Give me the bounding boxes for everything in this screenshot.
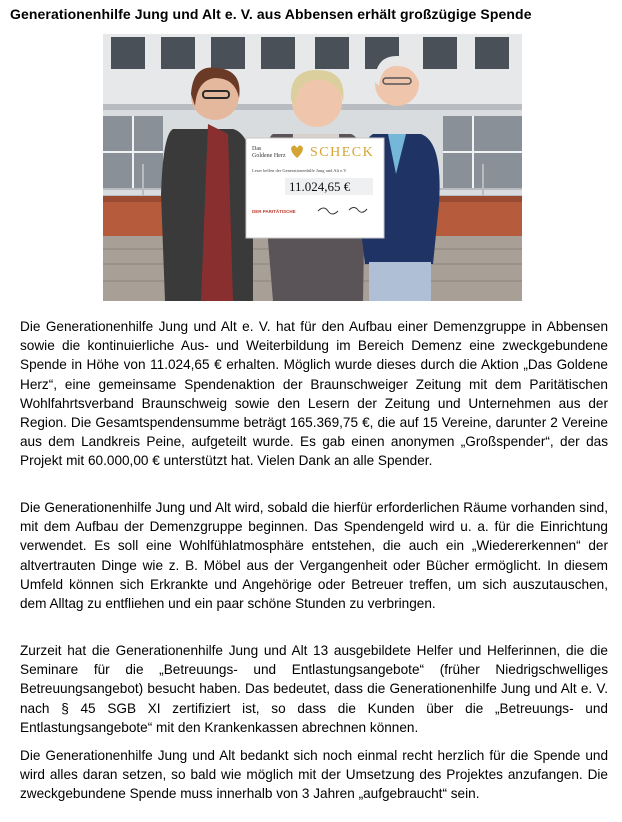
check-recipient: Leser helfen der Generationenhilfe Jung und Alt e.V. (252, 168, 348, 173)
donation-photo (103, 34, 522, 301)
donation-check (246, 138, 384, 238)
check-heading: SCHECK (310, 145, 375, 160)
article-title: Generationenhilfe Jung und Alt e. V. aus Abbensen erhält großzügige Spende (10, 6, 532, 22)
paragraph-1: Die Generationenhilfe Jung und Alt e. V. hat für den Aufbau einer Demenzgruppe in Abbensen sowie die kontinuierliche Aus- und Weiterbildung im Bereich Demenz eine zweckgebundene Spende in Höhe von 11.024,65 € erhalten. Möglich wurde dieses durch die Aktion „Das Goldene Herz“, eine gemeinsame Spendenaktion der Braunschweiger Zeitung mit dem Paritätischen Wohlfahrtsverband Braunschweig sowie den Lesern der Zeitung und Unternehmen aus der Region. Die Gesamtspendensumme beträgt 165.369,75 €, die auf 15 Vereine, darunter 2 Vereine aus dem Landkreis Peine, aufgeteilt wurde. Es gab einen anonymen „Großspender“, der das Projekt mit 60.000,00 € unterstützt hat. Vielen Dank an alle Spender. (20, 319, 608, 469)
check-bank: DER PARITÄTISCHE (252, 209, 296, 214)
paragraph-2: Die Generationenhilfe Jung und Alt wird, sobald die hierfür erforderlichen Räume vorhanden sind, mit dem Aufbau der Demenzgruppe beginnen. Das Spendengeld wird u. a. für die Einrichtung verwendet. Es soll eine Wohlfühlatmosphäre entstehen, die auch ein „Wiedererkennen“ der altvertrauten Dinge wie z. B. Möbel aus der Vergangenheit oder Bücher ermöglicht. In diesem Umfeld können sich Erkrankte und Angehörige oder Betreuer treffen, um sich auszutauschen, dem Alltag zu entfliehen und ein paar schöne Stunden zu verbringen. (20, 500, 608, 612)
paragraph-3: Zurzeit hat die Generationenhilfe Jung und Alt 13 ausgebildete Helfer und Helferinnen, die die Seminare für die „Betreuungs- und Entlastungsangebote“ (früher Niedrigschwelliges Betreuungsangebot) besucht haben. Das bedeutet, dass die Generationenhilfe Jung und Alt e. V. nach § 45 SGB XI zertifiziert ist, so dass die Kunden über die „Betreuungs- und Entlastungsangebote“ mit den Krankenkassen abrechnen können. (20, 643, 608, 735)
check-logo-line1: Das (252, 146, 262, 152)
paragraph-4: Die Generationenhilfe Jung und Alt bedankt sich noch einmal recht herzlich für die Spende und wird alles daran setzen, so bald wie möglich mit der Umsetzung des Projektes anzufangen. Die zweckgebundene Spende muss innerhalb von 3 Jahren „aufgebraucht“ sein. (20, 748, 608, 802)
check-logo-line2: Goldene Herz (252, 153, 286, 159)
check-amount: 11.024,65 € (289, 179, 351, 194)
